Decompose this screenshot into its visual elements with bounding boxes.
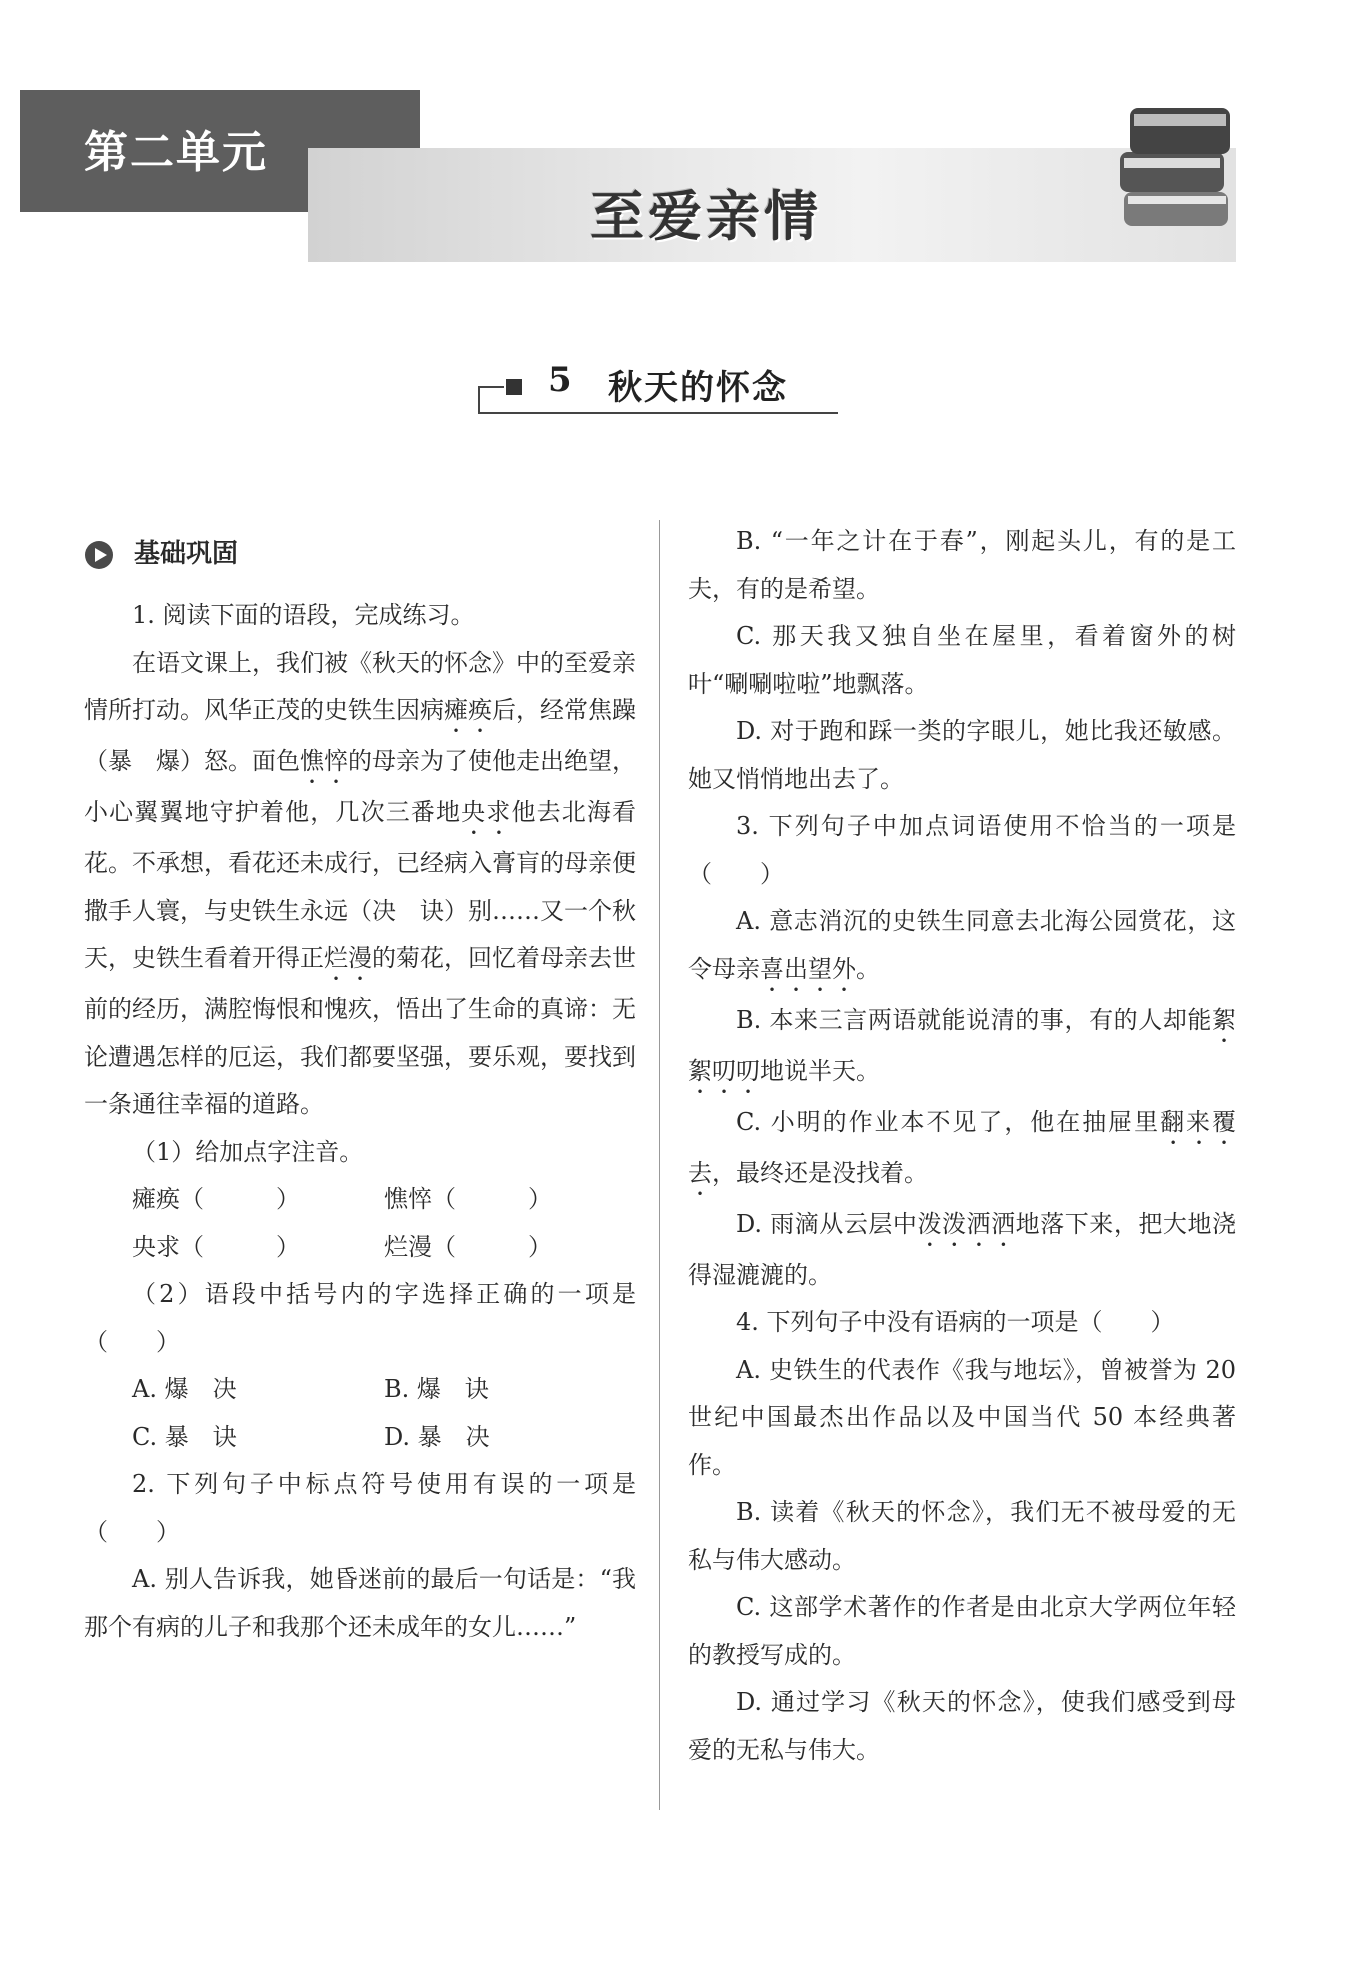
pinyin-row-1 [84, 1176, 636, 1224]
pinyin-row-2 [84, 1224, 636, 1272]
q1-passage: 在语文课上，我们被《秋天的怀念》中的至爱亲情所打动。风华正茂的史铁生因病瘫痪后，经常焦躁（暴 爆）怒。面色憔悴的母亲为了使他走出绝望，小心翼翼地守护着他，几次三番地央求他去北海看花。不承想，看花还未成行，已经病入膏肓的母亲便撒手人寰，与史铁生永远（决 诀）别……又一个秋天，史铁生看着开得正烂漫的菊花，回忆着母亲去世前的经历，满腔悔恨和愧疚，悟出了生命的真谛：无论遭遇怎样的厄运，我们都要坚强，要乐观，要找到一条通往幸福的道路。 [84, 648, 637, 1118]
lesson-number: 5 [548, 360, 572, 400]
pinyin-blank[interactable]: 央求（ ） [132, 1232, 300, 1261]
q4-option-c: C. 这部学术著作的作者是由北京大学两位年轻的教授写成的。 [688, 1593, 1236, 1669]
q1-sub2: （2）语段中括号内的字选择正确的一项是（ ） [84, 1280, 636, 1356]
unit-title: 至爱亲情 [590, 184, 822, 248]
q3-option-b: B. 本来三言两语就能说清的事，有的人却能絮絮叨叨地说半天。 [688, 1005, 1236, 1085]
lesson-title: 秋天的怀念 [608, 368, 788, 408]
q2-option-b: B. “一年之计在于春”，刚起头儿，有的是工夫，有的是希望。 [688, 527, 1236, 603]
q4-option-d: D. 通过学习《秋天的怀念》，使我们感受到母爱的无私与伟大。 [688, 1688, 1236, 1764]
q4-stem: 4. 下列句子中没有语病的一项是（ ） [736, 1308, 1175, 1336]
q1-stem: 1. 阅读下面的语段，完成练习。 [132, 601, 475, 629]
heading-rule-tick [478, 386, 480, 412]
option-c: C. 暴 诀 [132, 1422, 237, 1451]
column-divider [659, 520, 660, 1810]
pinyin-blank[interactable]: 瘫痪（ ） [132, 1185, 300, 1213]
option-b: B. 爆 诀 [384, 1375, 489, 1403]
option-d: D. 暴 决 [384, 1422, 490, 1451]
q3-option-c: C. 小明的作业本不见了，他在抽屉里翻来覆去，最终还是没找着。 [688, 1107, 1237, 1187]
books-icon [1110, 100, 1240, 240]
section-title: 基础巩固 [134, 539, 239, 570]
play-circle-icon [84, 540, 114, 570]
q2-option-a: A. 别人告诉我，她昏迷前的最后一句话是：“我那个有病的儿子和我那个还未成年的女儿……” [84, 1565, 636, 1641]
pinyin-blank[interactable]: 憔悴（ ） [384, 1185, 552, 1213]
heading-rule [478, 386, 504, 388]
lesson-heading [478, 356, 838, 414]
q1-sub1: （1）给加点字注音。 [132, 1137, 364, 1166]
section-heading [84, 530, 636, 580]
q3-option-a: A. 意志消沉的史铁生同意去北海公园赏花，这令母亲喜出望外。 [688, 907, 1236, 983]
q2-stem: 2. 下列句子中标点符号使用有误的一项是（ ） [84, 1470, 636, 1546]
right-column [688, 518, 1236, 1774]
q2-option-c: C. 那天我又独自坐在屋里，看着窗外的树叶“唰唰啦啦”地飘落。 [688, 622, 1236, 698]
q4-option-a: A. 史铁生的代表作《我与地坛》，曾被誉为 20 世纪中国最杰出作品以及中国当代 50 本经典著作。 [688, 1355, 1236, 1479]
options-row-2 [84, 1414, 636, 1462]
option-a: A. 爆 决 [132, 1375, 237, 1403]
pinyin-blank[interactable]: 烂漫（ ） [384, 1232, 552, 1261]
q4-option-b: B. 读着《秋天的怀念》，我们无不被母爱的无私与伟大感动。 [688, 1498, 1236, 1574]
unit-label: 第二单元 [84, 127, 268, 178]
q3-stem: 3. 下列句子中加点词语使用不恰当的一项是（ ） [688, 812, 1236, 888]
square-bullet-icon [506, 379, 522, 395]
q2-option-d: D. 对于跑和踩一类的字眼儿，她比我还敏感。她又悄悄地出去了。 [688, 717, 1236, 793]
q3-option-d: D. 雨滴从云层中泼泼洒洒地落下来，把大地浇得湿漉漉的。 [688, 1209, 1237, 1289]
left-column [84, 530, 636, 1651]
options-row-1 [84, 1366, 636, 1414]
